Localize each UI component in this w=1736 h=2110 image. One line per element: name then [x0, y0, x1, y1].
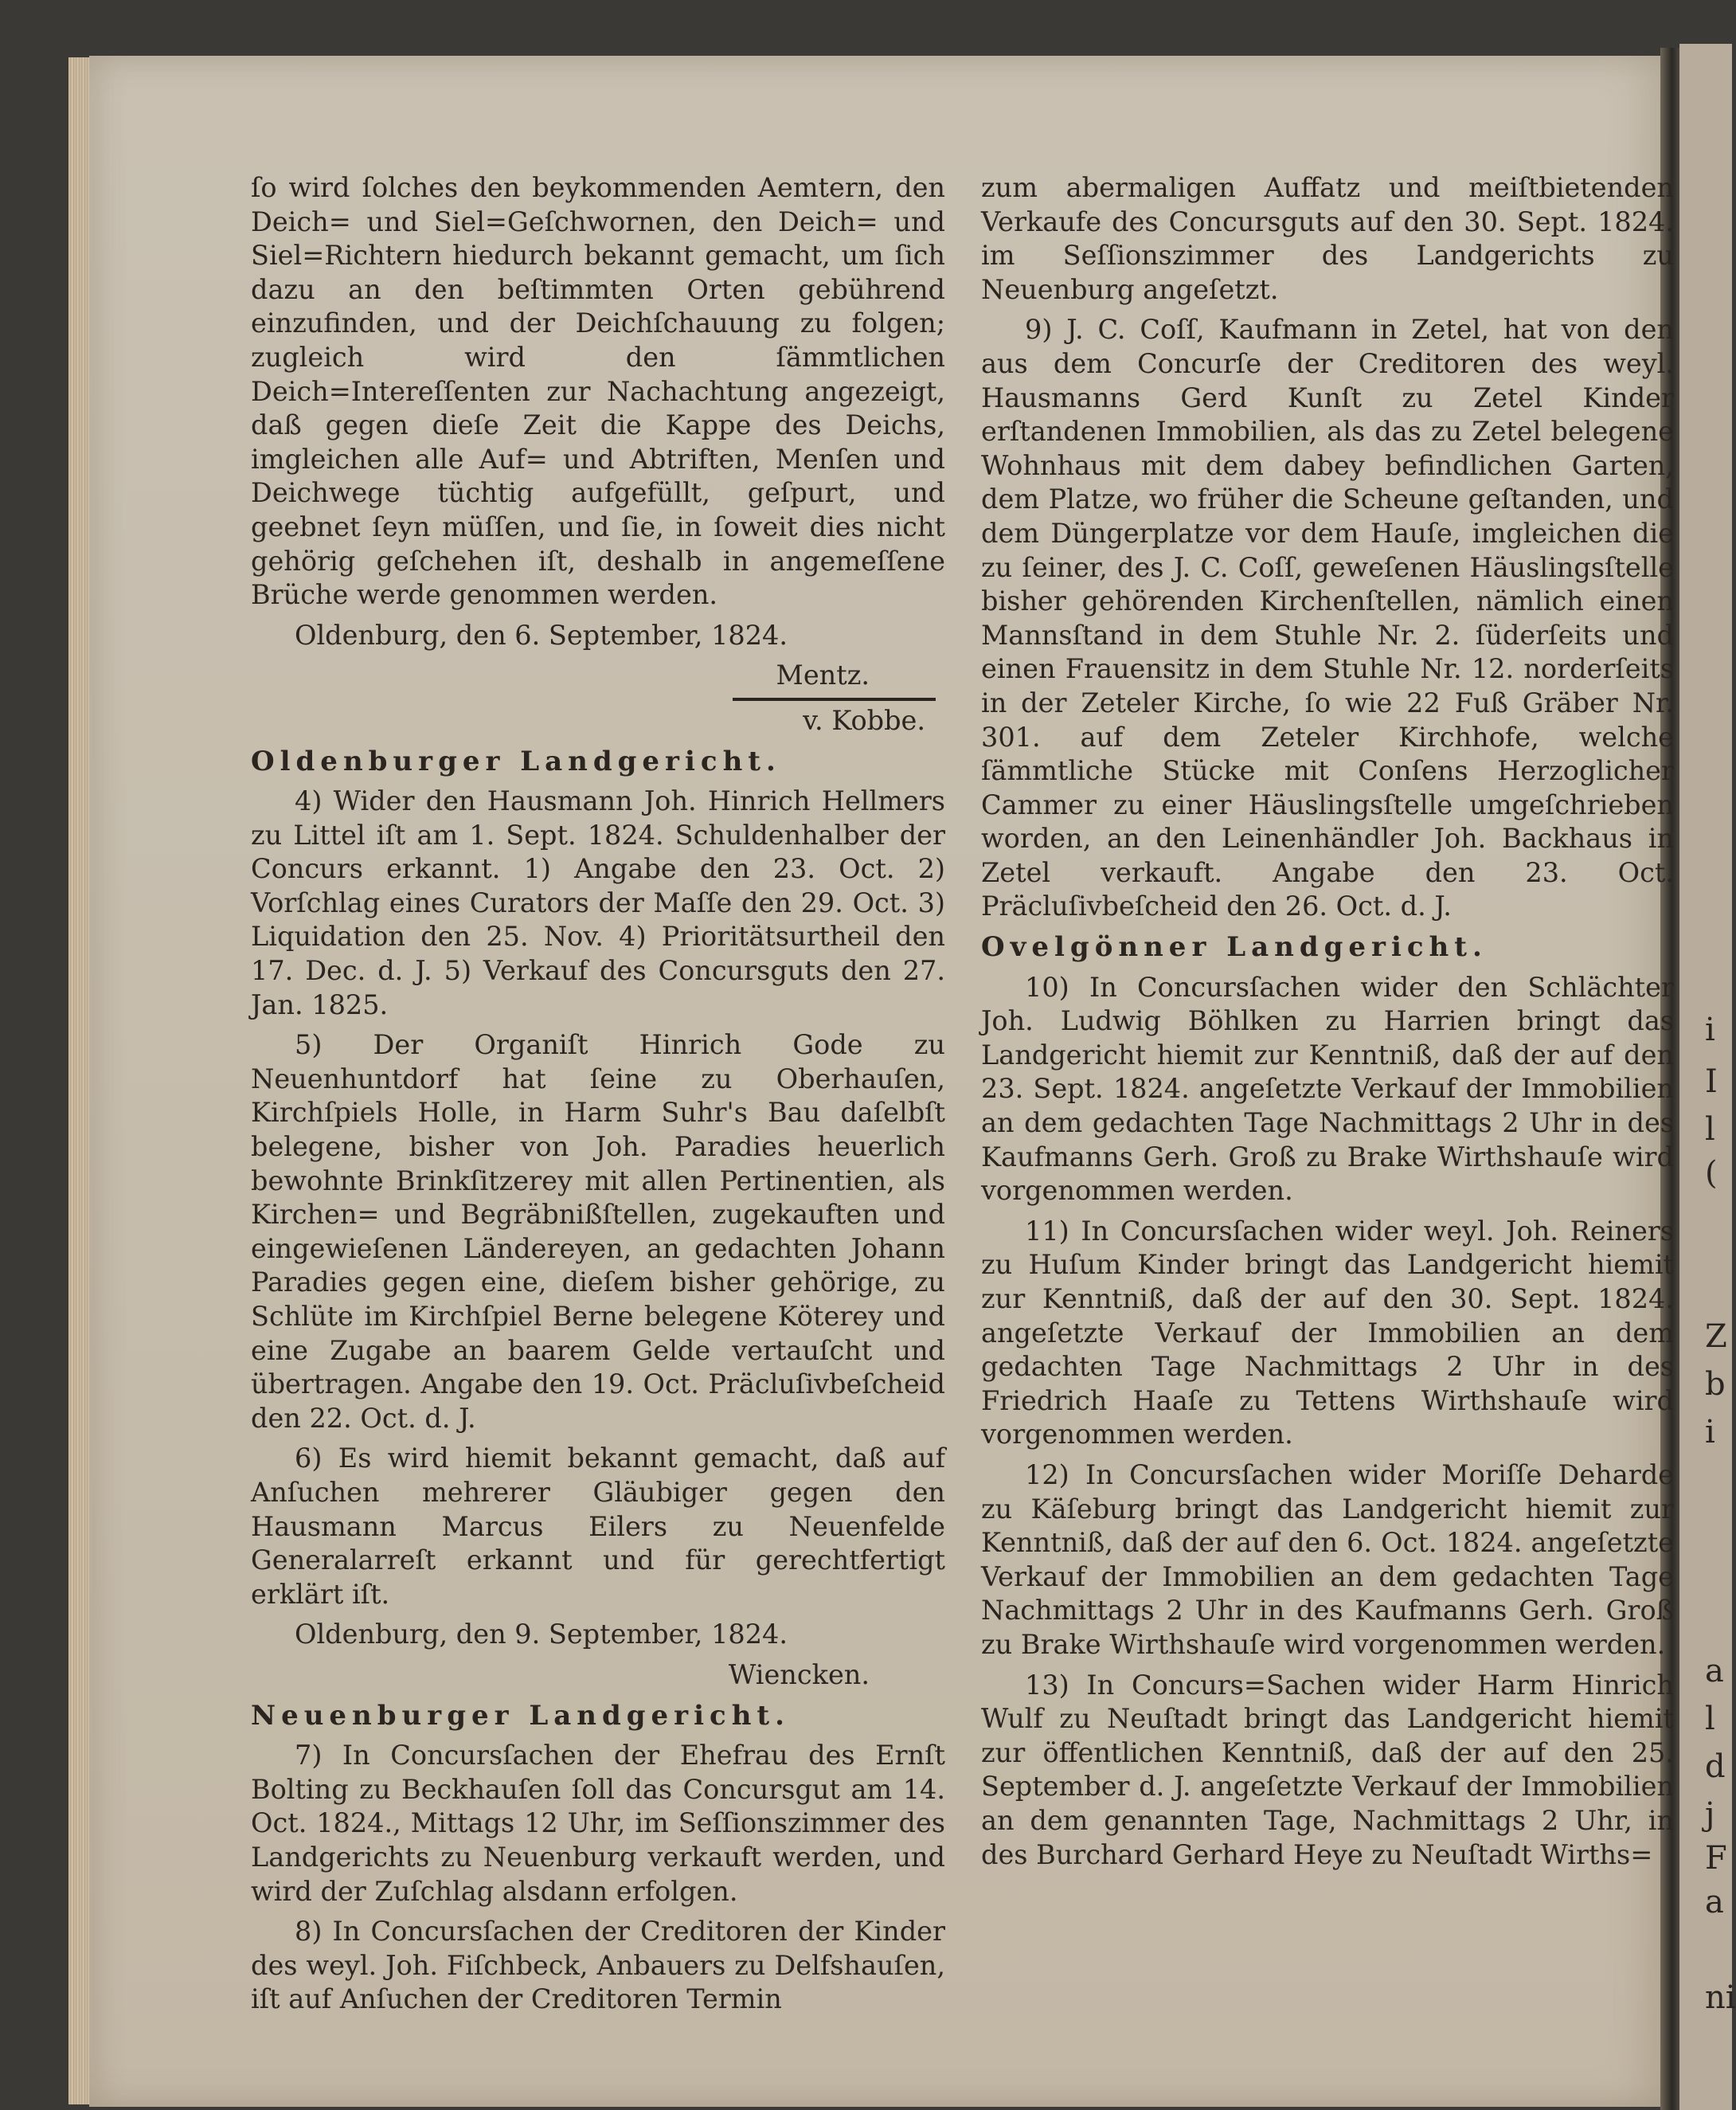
next-page-fragment: F: [1705, 1840, 1727, 1877]
notice-10: 10) In Concursſachen wider den Schlächter Joh. Ludwig Böhlken zu Harrien bringt das Landgericht hiemit zur Kenntniß, daß der auf den 23. Sept. 1824. angeſetzte Verkauf der Immobilien an dem gedachten Tage Nachmittags 2 Uhr in des Kaufmanns Gerh. Groß zu Brake Wirthshauſe wird vorgenommen werden.: [981, 971, 1674, 1207]
notice-8: 8) In Concursſachen der Creditoren der Kinder des weyl. Joh. Fiſchbeck, Anbauers zu Delfshauſen, iſt auf Anſuchen der Creditoren Termin: [251, 1916, 945, 2015]
next-page-fragment: a: [1705, 1884, 1724, 1920]
next-page-fragment: i: [1705, 1012, 1715, 1048]
next-page-fragment: l: [1705, 1111, 1715, 1148]
notice-5: 5) Der Organiſt Hinrich Gode zu Neuenhuntdorf hat ſeine zu Oberhauſen, Kirchſpiels Holle, in Harm Suhr's Bau daſelbſt belegene, bisher von Joh. Paradies heuerlich bewohnte Brinkſitzerey mit allen Pertinentien, als Kirchen= und Begräbnißſtellen, zugekauften und eingewieſenen Ländereyen, an gedachten Johann Paradies gegen eine, dieſem bisher gehörige, zu Schlüte im Kirchſpiel Berne belegene Köterey und eine Zugabe an baarem Gelde vertauſcht und übertragen. Angabe den 19. Oct. Präcluſivbeſcheid den 22. Oct. d. J.: [251, 1029, 945, 1434]
signature-mentz: Mentz.: [776, 660, 870, 691]
next-page-fragment: i: [1705, 1414, 1715, 1450]
next-page-fragment: b: [1705, 1366, 1726, 1403]
next-page-fragment: d: [1705, 1748, 1726, 1785]
notice-9: 9) J. C. Coſſ, Kaufmann in Zetel, hat von den aus dem Concurſe der Creditoren des weyl. Hausmanns Gerd Kunſt zu Zetel Kinder erſtandenen Immobilien, als das zu Zetel belegene Wohnhaus mit dem dabey befindlichen Garten, dem Platze, wo früher die Scheune geſtanden, und dem Düngerplatze vor dem Hauſe, imgleichen die zu ſeiner, des J. C. Coſſ, geweſenen Häuslingsſtelle bisher gehörenden Kirchenſtellen, nämlich einen Mannsſtand in dem Stuhle Nr. 2. ſüderſeits und einen Frauensitz in dem Stuhle Nr. 12. norderſeits in der Zeteler Kirche, ſo wie 22 Fuß Gräber Nr. 301. auf dem Zeteler Kirchhofe, welche ſämmtliche Stücke mit Conſens Herzoglicher Cammer zu einer Häuslingsſtelle umgeſchrieben worden, an den Leinenhändler Joh. Backhaus in Zetel verkauft. Angabe den 23. Oct. Präcluſivbeſcheid den 26. Oct. d. J.: [981, 314, 1674, 922]
notice-7: 7) In Concursſachen der Ehefrau des Ernſt Bolting zu Beckhauſen ſoll das Concursgut am 14. Oct. 1824., Mittags 12 Uhr, im Seſſionszimmer des Landgerichts zu Neuenburg verkauft werden, und wird der Zuſchlag alsdann erfolgen.: [251, 1740, 945, 1907]
right-column: [981, 171, 1674, 1872]
signature-wiencken: Wiencken.: [728, 1658, 870, 1690]
dateline: Oldenburg, den 6. September, 1824.: [295, 619, 788, 651]
dateline: Oldenburg, den 9. September, 1824.: [295, 1619, 788, 1650]
notice-13: 13) In Concurs=Sachen wider Harm Hinrich Wulf zu Neuſtadt bringt das Landgericht hiemit zur öffentlichen Kenntniß, daß der auf den 25. September d. J. angeſetzte Verkauf der Immobilien an dem genannten Tage, Nachmittags 2 Uhr, in des Burchard Gerhard Heye zu Neuſtadt Wirths=: [981, 1669, 1674, 1870]
left-column: [251, 171, 945, 2017]
section-heading-ovelgoenne: Ovelgönner Landgericht.: [981, 931, 1488, 964]
next-page-fragment: I: [1705, 1063, 1718, 1100]
paragraph-deichschau: ſo wird ſolches den beykommenden Aemtern, den Deich= und Siel=Geſchwornen, den Deich= und Siel=Richtern hiedurch bekannt gemacht, um ſich dazu an den beſtimmten Orten gebührend einzufinden, und der Deichſchauung zu folgen; zugleich wird den ſämmtlichen Deich=Intereſſenten zur Nachachtung angezeigt, daß gegen dieſe Zeit die Kappe des Deichs, imgleichen alle Auf= und Abtriften, Menſen und Deichwege tüchtig aufgefüllt, geſpurt, und geebnet ſeyn müſſen, und ſie, in ſoweit dies nicht gehörig geſchehen iſt, deshalb in angemeſſene Brüche werde genommen werden.: [251, 172, 945, 611]
section-heading-neuenburg: Neuenburger Landgericht.: [251, 1699, 790, 1732]
next-page-fragment: l: [1705, 1701, 1715, 1737]
notice-11: 11) In Concursſachen wider weyl. Joh. Reiners zu Huſum Kinder bringt das Landgericht hiemit zur Kenntniß, daß der auf den 30. Sept. 1824. angeſetzte Verkauf der Immobilien an dem gedachten Tage Nachmittags 2 Uhr in des Friedrich Haaſe zu Tettens Wirthshauſe wird vorgenommen werden.: [981, 1215, 1674, 1450]
notice-4: 4) Wider den Hausmann Joh. Hinrich Hellmers zu Littel iſt am 1. Sept. 1824. Schuldenhalber der Concurs erkannt. 1) Angabe den 23. Oct. 2) Vorſchlag eines Curators der Maſſe den 29. Oct. 3) Liquidation den 25. Nov. 4) Prioritätsurtheil den 17. Dec. d. J. 5) Verkauf des Concursguts den 27. Jan. 1825.: [251, 785, 945, 1020]
next-page-fragment: j: [1705, 1796, 1715, 1833]
signature-rule: [733, 698, 936, 701]
next-page-edge: [1679, 44, 1736, 2110]
notice-12: 12) In Concursſachen wider Moriſſe Deharde zu Käſeburg bringt das Landgericht hiemit zur Kenntniß, daß der auf den 6. Oct. 1824. angeſetzte Verkauf der Immobilien an dem gedachten Tage Nachmittags 2 Uhr in des Kaufmanns Gerh. Groß zu Brake Wirthshauſe wird vorgenommen werden.: [981, 1458, 1674, 1660]
section-heading-oldenburg: Oldenburger Landgericht.: [251, 745, 781, 777]
notice-6: 6) Es wird hiemit bekannt gemacht, daß auf Anſuchen mehrerer Gläubiger gegen den Hausmann Marcus Eilers zu Neuenfelde Generalarreſt erkannt und für gerechtfertigt erklärt iſt.: [251, 1443, 945, 1610]
signature-kobbe: v. Kobbe.: [803, 704, 925, 736]
next-page-fragment: a: [1705, 1653, 1724, 1689]
next-page-fragment: Z: [1705, 1318, 1727, 1355]
next-page-fragment: ni: [1705, 1979, 1736, 2016]
notice-8-continued: zum abermaligen Auffatz und meiſtbietenden Verkaufe des Concursguts auf den 30. Sept. 1824. im Seſſionszimmer des Landgerichts zu Neuenburg angeſetzt.: [981, 172, 1674, 305]
next-page-fragment: (: [1705, 1155, 1718, 1192]
